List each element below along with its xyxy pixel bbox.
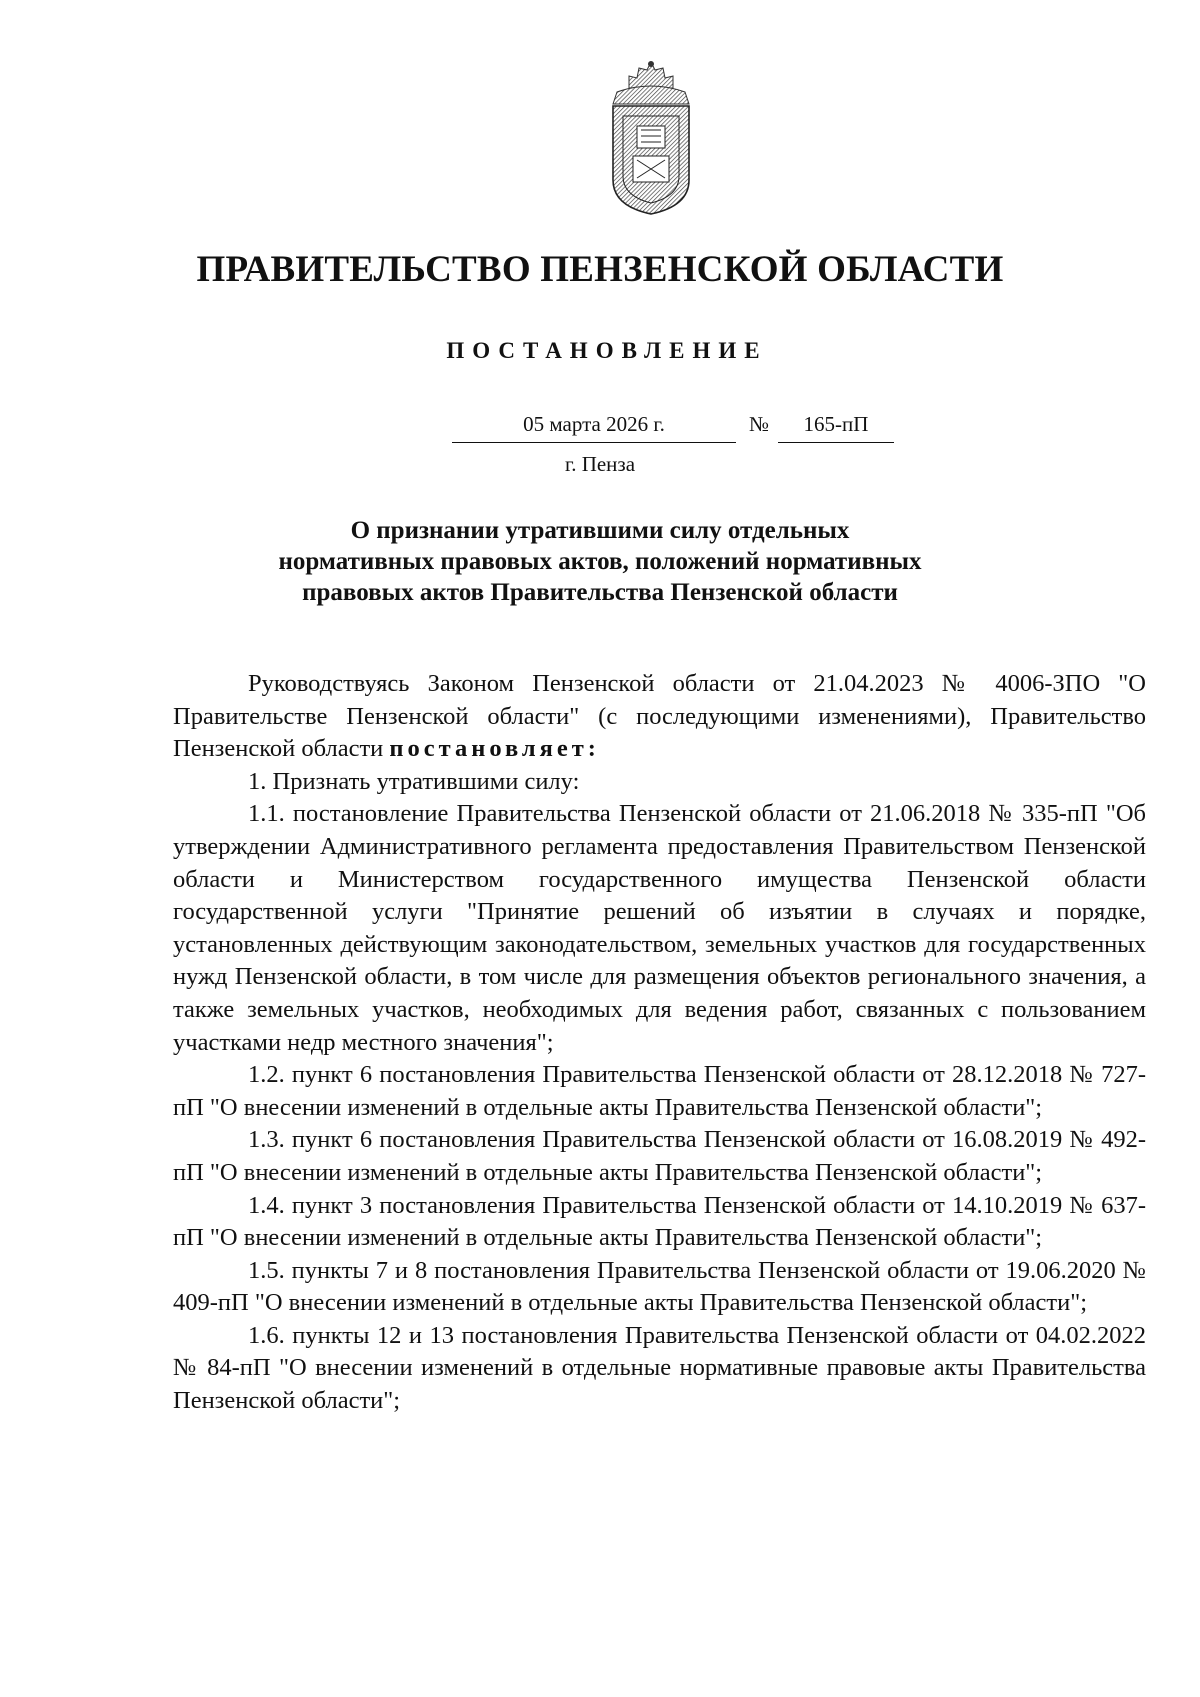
document-number-label: №: [748, 412, 770, 436]
preamble-verb: постановляет:: [389, 735, 600, 763]
preamble-paragraph: [173, 668, 1146, 766]
clause-1-2: 1.2. пункт 6 постановления Правительства Пензенской области от 28.12.2018 № 727-пП "О внесении изменений в отдельные акты Правительства Пензенской области";: [173, 1061, 1146, 1121]
clause-1-3: 1.3. пункт 6 постановления Правительства Пензенской области от 16.08.2019 № 492-пП "О внесении изменений в отдельные акты Правительства Пензенской области";: [173, 1126, 1146, 1186]
document-body: [173, 668, 1146, 1418]
clause-1-6: 1.6. пункты 12 и 13 постановления Правительства Пензенской области от 04.02.2022 № 84-пП "О внесении изменений в отдельные нормативные правовые акты Правительства Пензенской области";: [173, 1321, 1146, 1415]
government-name: ПРАВИТЕЛЬСТВО ПЕНЗЕНСКОЙ ОБЛАСТИ: [196, 249, 1004, 290]
document-date: 05 марта 2026 г.: [452, 412, 736, 443]
clause-1-5: 1.5. пункты 7 и 8 постановления Правительства Пензенской области от 19.06.2020 № 409-пП "О внесении изменений в отдельные акты Правительства Пензенской области";: [173, 1256, 1146, 1317]
document-city: г. Пенза: [564, 452, 636, 476]
penza-region-coat-of-arms-icon: [607, 60, 695, 218]
heading-line: нормативных правовых актов, положений нормативных: [278, 548, 922, 575]
clause-1-4: 1.4. пункт 3 постановления Правительства Пензенской области от 14.10.2019 № 637-пП "О внесении изменений в отдельные акты Правительства Пензенской области";: [173, 1191, 1146, 1252]
document-type: ПОСТАНОВЛЕНИЕ: [446, 338, 768, 363]
preamble-text: Руководствуясь Законом Пензенской области от 21.04.2023 № 4006-ЗПО "О Правительстве Пензенской области" (с последующими изменениями), Правительство Пензенской области: [173, 670, 1146, 763]
document-number: 165-пП: [778, 412, 894, 443]
document-heading: [260, 515, 940, 608]
clause-1: 1. Признать утратившими силу:: [248, 767, 580, 795]
clause-1-1: 1.1. постановление Правительства Пензенской области от 21.06.2018 № 335-пП "Об утверждении Административного регламента предоставления Правительством Пензенской области и Министерством государственного имущества Пензенской области государственной услуги "Принятие решений об изъятии в случаях и порядке, установленных действующим законодательством, земельных участков для государственных нужд Пензенской области, в том числе для размещения объектов регионального значения, а также земельных участков, необходимых для ведения работ, связанных с пользованием участками недр местного значения";: [173, 800, 1146, 1056]
heading-line: правовых актов Правительства Пензенской области: [302, 579, 898, 606]
heading-line: О признании утратившими силу отдельных: [350, 517, 850, 544]
